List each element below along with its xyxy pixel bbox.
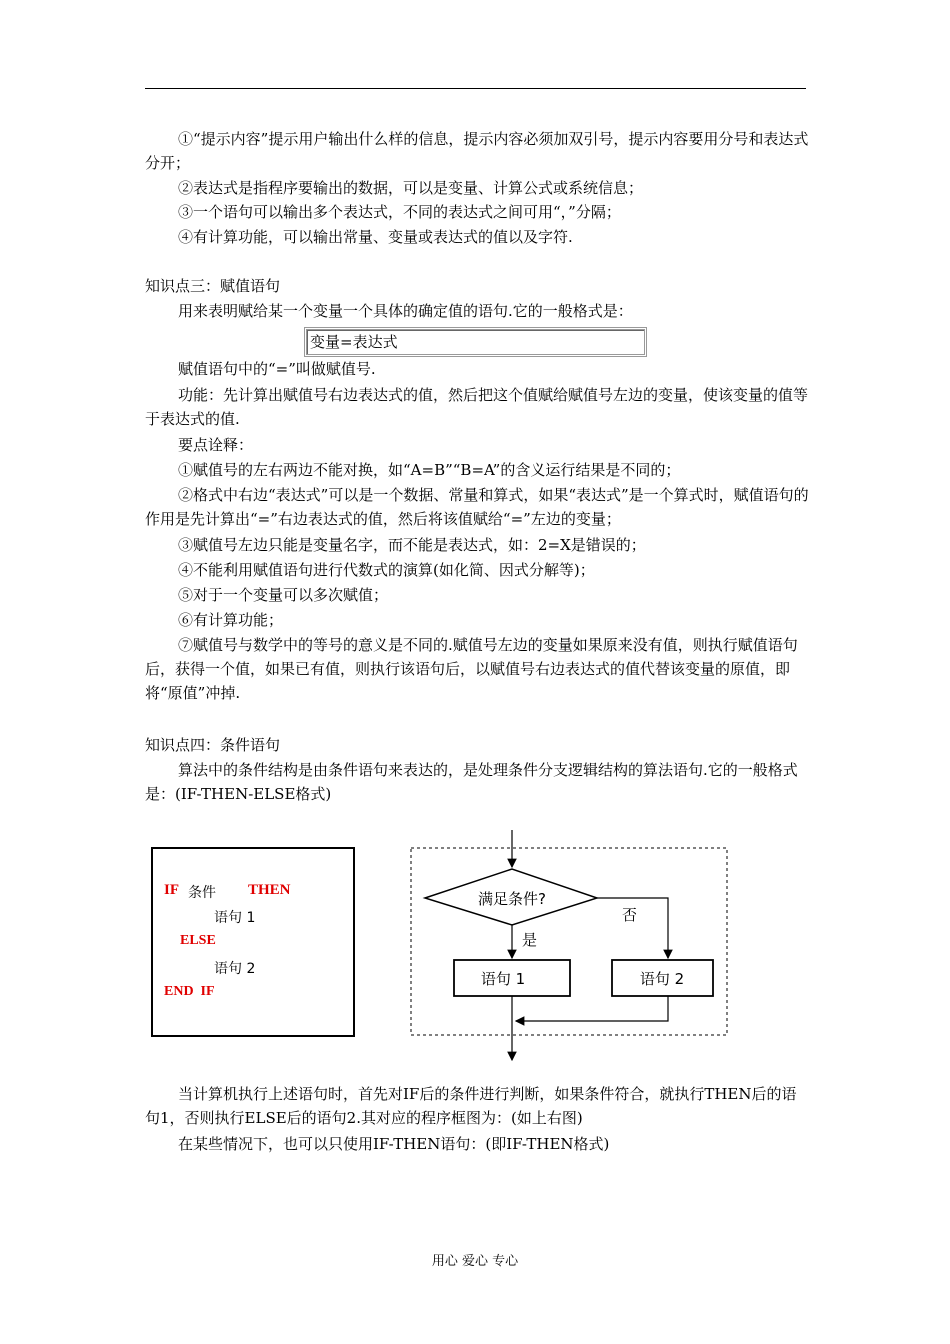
paragraph-assignment-sign: 赋值语句中的“=”叫做赋值号.	[178, 360, 376, 378]
paragraph-expression: ②表达式是指程序要输出的数据，可以是变量、计算公式或系统信息；	[178, 179, 644, 197]
paragraph-condition-intro: 算法中的条件结构是由条件语句来表达的，是处理条件分支逻辑结构的算法语句.它的一般格式是：(IF-THEN-ELSE格式)	[145, 761, 798, 803]
merge-arrow	[516, 996, 668, 1021]
paragraph-key-points: 要点诠释：	[178, 436, 254, 454]
code-statement-2: 语句 2	[214, 961, 256, 977]
code-if-keyword: IF	[164, 882, 179, 898]
paragraph-point-3: ③赋值号左边只能是变量名字，而不能是表达式，如：2=X是错误的；	[178, 536, 646, 554]
statement-1-label: 语句 1	[480, 970, 526, 988]
statement-2-label: 语句 2	[639, 970, 685, 988]
paragraph-point-2: ②格式中右边“表达式”可以是一个数据、常量和算式，如果“表达式”是一个算式时，赋值语句的作用是先计算出“=”右边表达式的值，然后将该值赋给“=”左边的变量；	[145, 486, 809, 528]
paragraph-point-5: ⑤对于一个变量可以多次赋值；	[178, 586, 389, 604]
no-label: 否	[622, 906, 638, 924]
code-then-keyword: THEN	[248, 882, 291, 898]
paragraph-multiple-expressions: ③一个语句可以输出多个表达式，不同的表达式之间可用“，”分隔；	[178, 203, 621, 221]
paragraph-if-then-only: 在某些情况下，也可以只使用IF-THEN语句：(即IF-THEN格式)	[178, 1135, 610, 1153]
yes-label: 是	[522, 931, 538, 949]
code-statement-1: 语句 1	[214, 910, 256, 926]
paragraph-point-6: ⑥有计算功能；	[178, 611, 284, 629]
code-condition: 条件	[188, 885, 216, 901]
flowchart-dashed-frame	[411, 848, 727, 1035]
decision-label: 满足条件?	[478, 890, 546, 908]
paragraph-assignment-intro: 用来表明赋给某一个变量一个具体的确定值的语句.它的一般格式是：	[178, 302, 633, 320]
page-footer: 用心 爱心 专心	[431, 1254, 519, 1269]
paragraph-assignment-function: 功能：先计算出赋值号右边表达式的值，然后把这个值赋给赋值号左边的变量，使该变量的值等于表达式的值.	[145, 386, 809, 428]
section-heading-assignment: 知识点三：赋值语句	[145, 277, 281, 295]
code-else-keyword: ELSE	[180, 933, 216, 948]
code-endif-keyword: END IF	[164, 984, 215, 999]
paragraph-compute-function: ④有计算功能，可以输出常量、变量或表达式的值以及字符.	[178, 228, 573, 246]
paragraph-execution: 当计算机执行上述语句时，首先对IF后的条件进行判断，如果条件符合，就执行THEN后的语句1，否则执行ELSE后的语句2.其对应的程序框图为：(如上右图)	[145, 1085, 797, 1127]
paragraph-point-1: ①赋值号的左右两边不能对换，如“A=B”“B=A”的含义运行结果是不同的；	[178, 461, 681, 479]
paragraph-point-4: ④不能利用赋值语句进行代数式的演算(如化简、因式分解等)；	[178, 561, 595, 579]
paragraph-point-7: ⑦赋值号与数学中的等号的意义是不同的.赋值号左边的变量如果原来没有值，则执行赋值语句后，获得一个值，如果已有值，则执行该语句后，以赋值号右边表达式的值代替该变量的原值，即将“原值”冲掉.	[145, 636, 798, 702]
section-heading-condition: 知识点四：条件语句	[145, 736, 281, 754]
paragraph-prompt-content: ①“提示内容”提示用户输出什么样的信息，提示内容必须加双引号，提示内容要用分号和表达式分开；	[145, 130, 809, 172]
assignment-format-box: 变量=表达式	[304, 327, 647, 357]
